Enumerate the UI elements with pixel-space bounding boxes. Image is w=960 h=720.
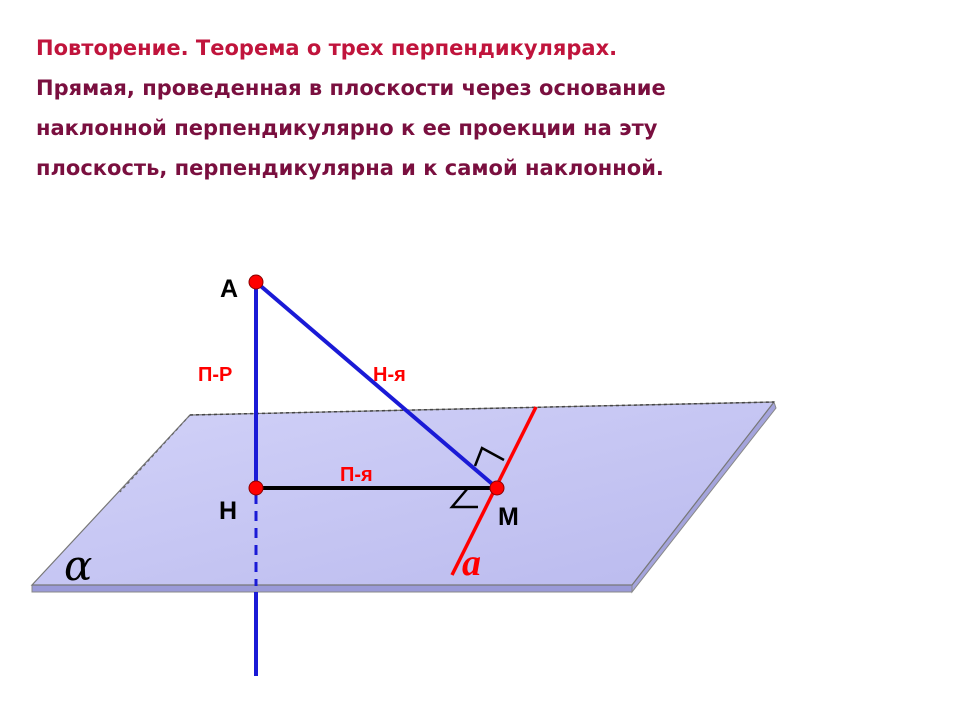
label-oblique: Н-я <box>373 364 406 386</box>
theorem-line-1: Прямая, проведенная в плоскости через основание <box>36 76 666 100</box>
point-m <box>490 481 504 495</box>
label-projection: П-я <box>340 464 373 486</box>
point-h <box>249 481 263 495</box>
label-perpendicular: П-Р <box>198 364 233 386</box>
theorem-line-2: наклонной перпендикулярно к ее проекции на эту <box>36 116 658 140</box>
point-a <box>249 275 263 289</box>
label-point-h: Н <box>219 497 238 525</box>
label-point-a: А <box>220 275 239 303</box>
label-line-a: a <box>462 542 481 584</box>
theorem-line-3: плоскость, перпендикулярна и к самой наклонной. <box>36 156 664 180</box>
label-plane-alpha: α <box>64 541 93 590</box>
label-point-m: М <box>498 503 519 531</box>
plane-thickness-side <box>32 585 632 592</box>
plane-alpha <box>32 402 776 592</box>
theorem-title: Повторение. Теорема о трех перпендикулярах. <box>36 36 618 60</box>
plane-surface <box>32 402 774 585</box>
